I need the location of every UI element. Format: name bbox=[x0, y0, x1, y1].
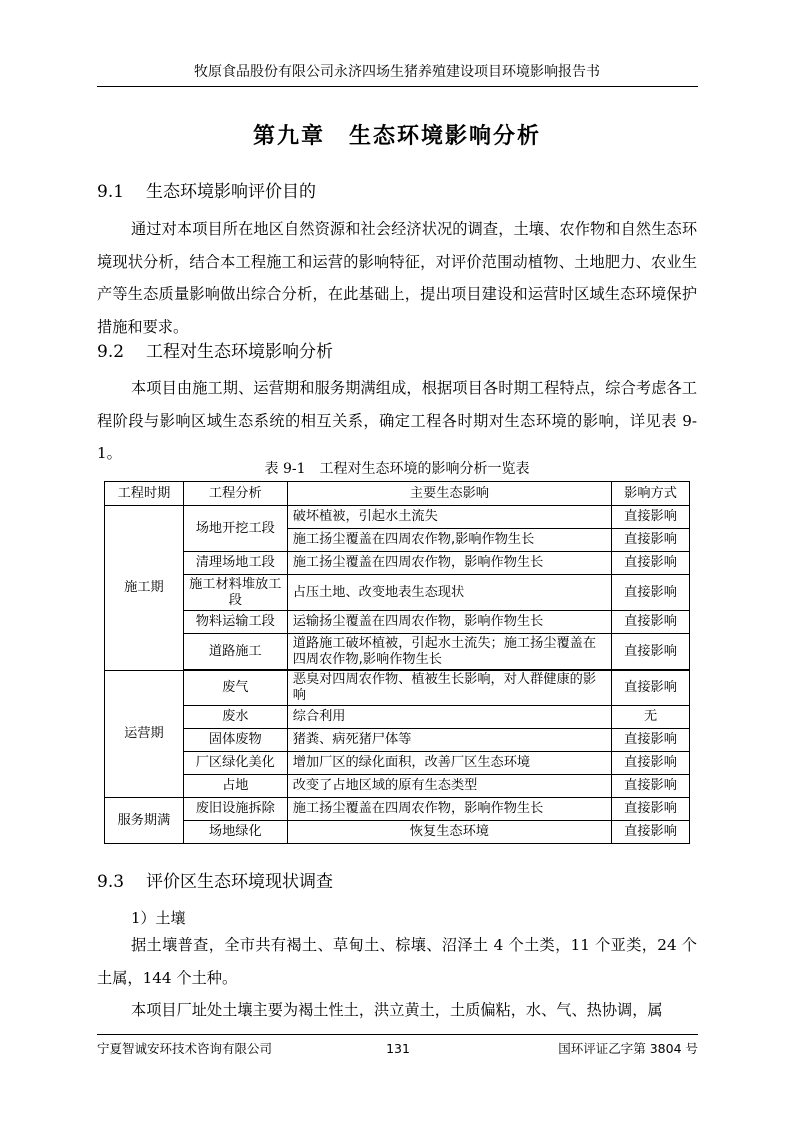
header-impact: 主要生态影响 bbox=[287, 482, 611, 506]
stage-cell: 废水 bbox=[183, 706, 287, 729]
impact-cell: 施工扬尘覆盖在四周农作物，影响作物生长 bbox=[287, 798, 611, 821]
stage-cell: 施工材料堆放工段 bbox=[183, 575, 287, 611]
table-row bbox=[105, 752, 690, 775]
section-title: 评价区生态环境现状调查 bbox=[146, 872, 334, 892]
mode-cell: 直接影响 bbox=[612, 552, 690, 575]
header-mode: 影响方式 bbox=[612, 482, 690, 506]
table-row bbox=[105, 729, 690, 752]
chapter-title: 第九章 生态环境影响分析 bbox=[252, 123, 541, 149]
mode-cell: 直接影响 bbox=[612, 752, 690, 775]
footer-divider bbox=[97, 1034, 698, 1035]
mode-cell: 直接影响 bbox=[612, 798, 690, 821]
section-title: 工程对生态环境影响分析 bbox=[146, 342, 334, 362]
table-row bbox=[105, 552, 690, 575]
period-closure: 服务期满 bbox=[105, 798, 184, 844]
stage-cell: 清理场地工段 bbox=[183, 552, 287, 575]
mode-cell: 直接影响 bbox=[612, 634, 690, 670]
table-row bbox=[105, 706, 690, 729]
impact-cell: 施工扬尘覆盖在四周农作物，影响作物生长 bbox=[287, 552, 611, 575]
table-row bbox=[105, 611, 690, 634]
footer-company: 宁夏智诚安环技术咨询有限公司 bbox=[97, 1041, 273, 1056]
section-heading-9-2 bbox=[97, 340, 333, 364]
table-row bbox=[105, 506, 690, 529]
section-heading-9-3 bbox=[97, 870, 333, 894]
mode-cell: 直接影响 bbox=[612, 611, 690, 634]
section-number: 9.2 bbox=[97, 342, 125, 362]
table-row bbox=[105, 798, 690, 821]
impact-cell: 增加厂区的绿化面积，改善厂区生态环境 bbox=[287, 752, 611, 775]
mode-cell: 直接影响 bbox=[612, 729, 690, 752]
impact-cell: 运输扬尘覆盖在四周农作物，影响作物生长 bbox=[287, 611, 611, 634]
impact-cell: 恶臭对四周农作物、植被生长影响，对人群健康的影响 bbox=[287, 671, 611, 706]
header-period: 工程时期 bbox=[105, 482, 184, 506]
stage-cell: 场地开挖工段 bbox=[183, 506, 287, 552]
table-row bbox=[105, 634, 690, 670]
paragraph-analysis: 本项目由施工期、运营期和服务期满组成，根据项目各时期工程特点，综合考虑各工程阶段与影响区域生态系统的相互关系，确定工程各时期对生态环境的影响，详见表 9-1。 bbox=[97, 379, 697, 462]
period-operation: 运营期 bbox=[105, 671, 184, 798]
impact-cell: 道路施工破坏植被，引起水土流失；施工扬尘覆盖在四周农作物,影响作物生长 bbox=[287, 634, 611, 670]
header-divider bbox=[97, 86, 698, 87]
table-row bbox=[105, 671, 690, 706]
mode-cell: 直接影响 bbox=[612, 529, 690, 552]
section-title: 生态环境影响评价目的 bbox=[146, 182, 317, 202]
table-header-row bbox=[105, 482, 690, 506]
impact-cell: 施工扬尘覆盖在四周农作物,影响作物生长 bbox=[287, 529, 611, 552]
impact-cell: 占压土地、改变地表生态现状 bbox=[287, 575, 611, 611]
impact-cell: 恢复生态环境 bbox=[287, 821, 611, 844]
section-number: 9.1 bbox=[97, 182, 125, 202]
table-row bbox=[105, 821, 690, 844]
stage-cell: 物料运输工段 bbox=[183, 611, 287, 634]
mode-cell: 直接影响 bbox=[612, 821, 690, 844]
mode-cell: 直接影响 bbox=[612, 671, 690, 706]
stage-cell: 固体废物 bbox=[183, 729, 287, 752]
header-engineering: 工程分析 bbox=[183, 482, 287, 506]
section-heading-9-1 bbox=[97, 180, 316, 204]
period-construction: 施工期 bbox=[105, 506, 184, 671]
impact-cell: 猪粪、病死猪尸体等 bbox=[287, 729, 611, 752]
stage-cell: 占地 bbox=[183, 775, 287, 798]
table-row bbox=[105, 575, 690, 611]
footer-certificate: 国环评证乙字第 3804 号 bbox=[558, 1041, 698, 1056]
page-number: 131 bbox=[386, 1041, 410, 1056]
stage-cell: 废气 bbox=[183, 671, 287, 706]
mode-cell: 直接影响 bbox=[612, 575, 690, 611]
running-header: 牧原食品股份有限公司永济四场生猪养殖建设项目环境影响报告书 bbox=[194, 64, 600, 80]
mode-cell: 无 bbox=[612, 706, 690, 729]
impact-cell: 综合利用 bbox=[287, 706, 611, 729]
paragraph-purpose: 通过对本项目所在地区自然资源和社会经济状况的调查，土壤、农作物和自然生态环境现状分析，结合本工程施工和运营的影响特征，对评价范围动植物、土地肥力、农业生产等生态质量影响做出综合分析，在此基础上，提出项目建设和运营时区域生态环境保护措施和要求。 bbox=[97, 220, 697, 336]
paragraph-soil-site: 本项目厂址处土壤主要为褐土性土，洪立黄土，土质偏粘，水、气、热协调，属 bbox=[131, 1001, 663, 1019]
mode-cell: 直接影响 bbox=[612, 506, 690, 529]
table-caption: 表 9-1 工程对生态环境的影响分析一览表 bbox=[264, 461, 530, 477]
impact-table bbox=[104, 481, 690, 844]
stage-cell: 废旧设施拆除 bbox=[183, 798, 287, 821]
impact-cell: 改变了占地区域的原有生态类型 bbox=[287, 775, 611, 798]
stage-cell: 道路施工 bbox=[183, 634, 287, 670]
stage-cell: 场地绿化 bbox=[183, 821, 287, 844]
mode-cell: 直接影响 bbox=[612, 775, 690, 798]
section-number: 9.3 bbox=[97, 872, 125, 892]
subheading-soil: 1）土壤 bbox=[131, 909, 186, 927]
impact-cell: 破坏植被，引起水土流失 bbox=[287, 506, 611, 529]
stage-cell: 厂区绿化美化 bbox=[183, 752, 287, 775]
paragraph-soil-survey: 据土壤普查，全市共有褐土、草甸土、棕壤、沼泽土 4 个土类，11 个亚类，24 个土属，144 个土种。 bbox=[97, 936, 697, 987]
table-row bbox=[105, 775, 690, 798]
